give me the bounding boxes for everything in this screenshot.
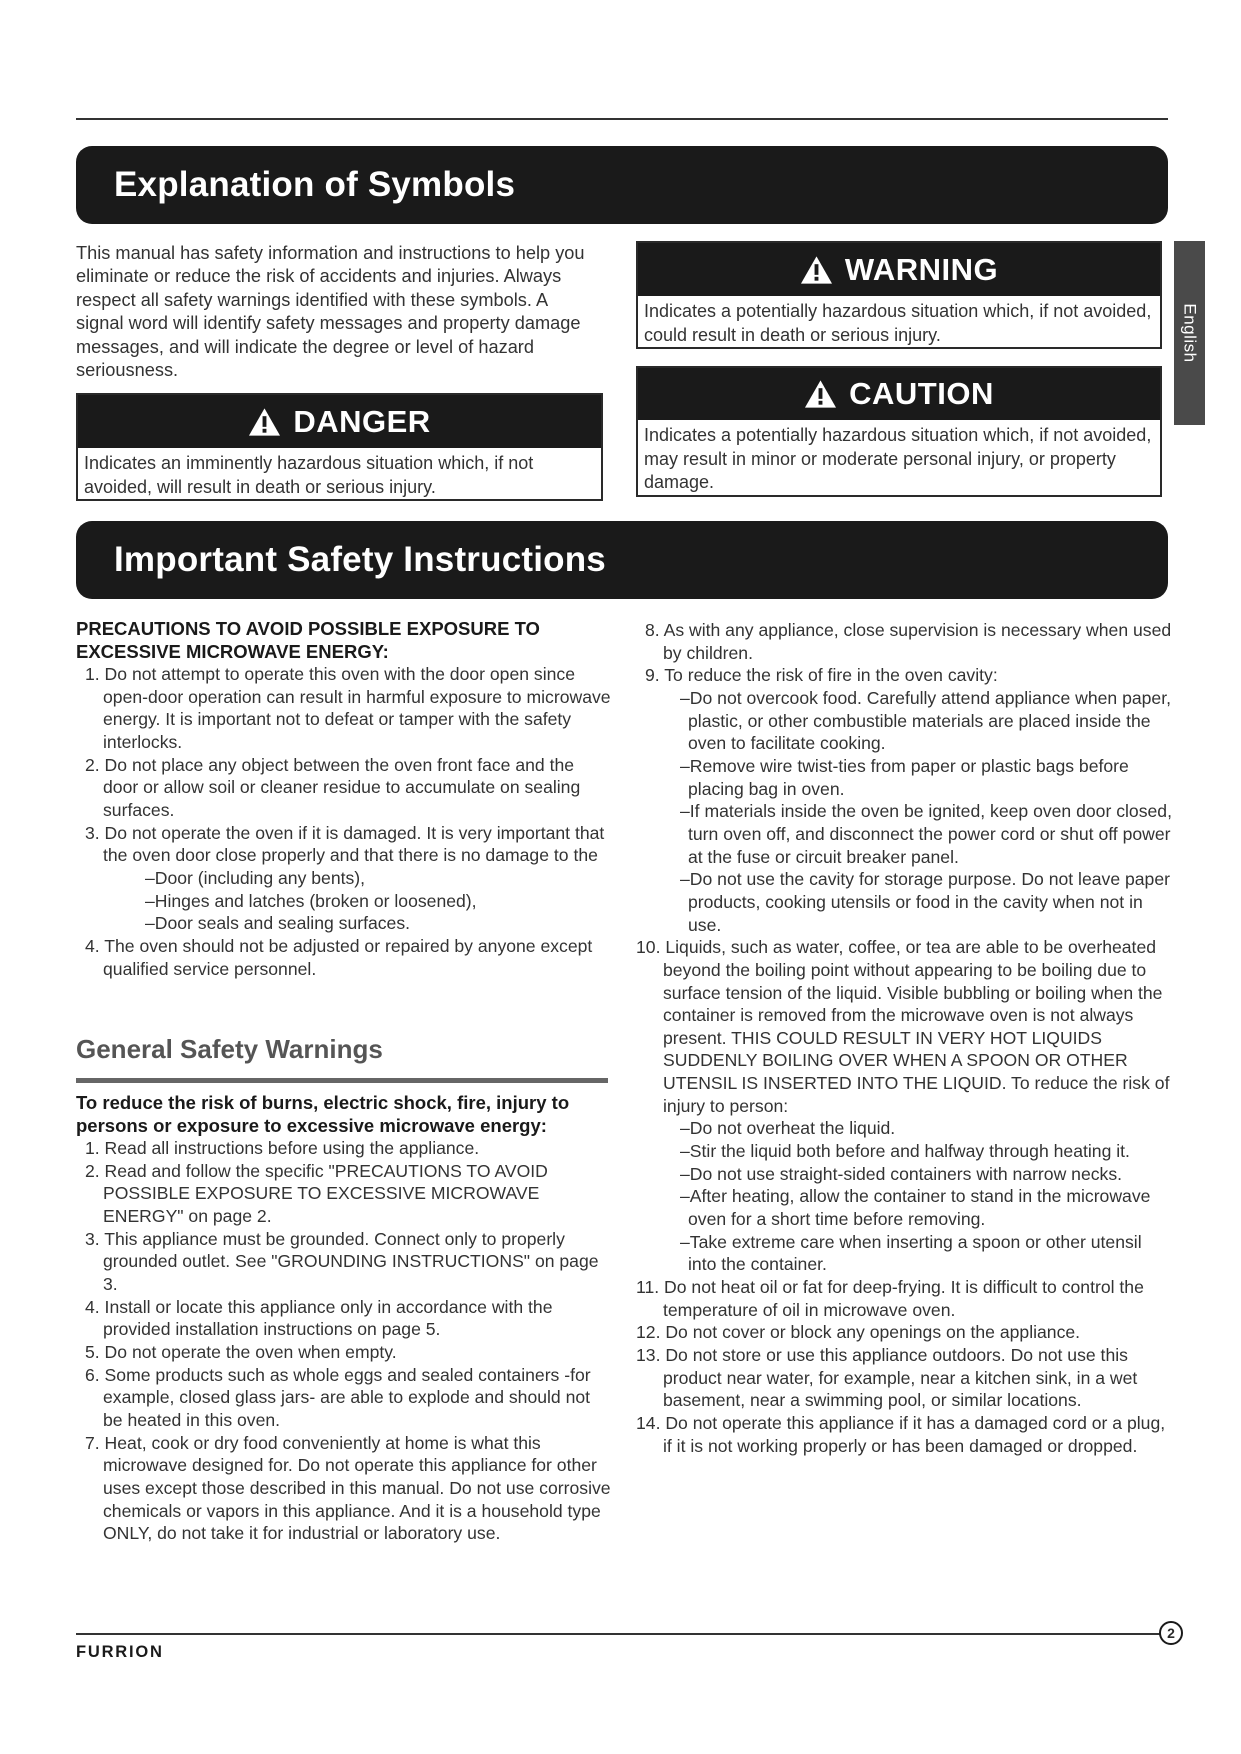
page-number: 2: [1159, 1621, 1183, 1645]
list-item: 14. Do not operate this appliance if it has a damaged cord or a plug, if it is not working properly or has been damaged or dropped.: [636, 1412, 1166, 1456]
list-item: 6. Some products such as whole eggs and sealed containers -for example, closed glass jars- are able to explode and should not be heated in this oven.: [85, 1364, 591, 1430]
sub-item: –Do not use the cavity for storage purpose. Do not leave paper products, cooking utensils or food in the cavity when not in use.: [680, 869, 1170, 935]
list-item: 8. As with any appliance, close supervision is necessary when used by children.: [645, 620, 1172, 663]
general-warnings-section: [76, 1091, 611, 1545]
footer-rule: [76, 1633, 1164, 1635]
sub-item: –Hinges and latches (broken or loosened),: [145, 890, 477, 911]
danger-label: DANGER: [293, 403, 431, 439]
list-item: 11. Do not heat oil or fat for deep-frying. It is difficult to control the temperature of oil in microwave oven.: [636, 1277, 1144, 1320]
symbols-heading-bar: [76, 146, 1168, 224]
language-tab-label: English: [1180, 303, 1200, 363]
danger-box: [76, 393, 603, 501]
symbols-heading: Explanation of Symbols: [114, 165, 516, 204]
sub-item: –Remove wire twist-ties from paper or plastic bags before placing bag in oven.: [680, 755, 1129, 799]
safety-heading: Important Safety Instructions: [114, 540, 606, 579]
warning-label: WARNING: [844, 251, 999, 287]
caution-text: Indicates a potentially hazardous situation which, if not avoided, may result in minor or moderate personal injury, or property damage.: [644, 425, 1152, 492]
warning-triangle-icon: [800, 255, 833, 285]
warning-triangle-icon: [248, 407, 281, 437]
language-tab: [1174, 241, 1205, 425]
list-item: 4. Install or locate this appliance only in accordance with the provided installation instructions on page 5.: [85, 1296, 553, 1340]
general-warnings-title: General Safety Warnings: [76, 1034, 608, 1083]
list-item: 1. Do not attempt to operate this oven with the door open since open-door operation can result in harmful exposure to microwave energy. It is important not to defeat or tamper with the safety interlocks.: [85, 664, 611, 752]
general-warnings-lead: To reduce the risk of burns, electric shock, fire, injury to persons or exposure to excessive microwave energy:: [76, 1092, 570, 1136]
intro-paragraph: This manual has safety information and instructions to help you eliminate or reduce the risk of accidents and injuries. Always respect all safety warnings identified with these symbols. A signal word will identify safety messages and property damage messages, and will indicate the degree or level of hazard seriousness.: [76, 243, 585, 381]
sub-item: –Do not overheat the liquid.: [680, 1118, 896, 1139]
list-item: 7. Heat, cook or dry food conveniently at home is what this microwave designed for. Do not operate this appliance for other uses except those described in this manual. Do not use corrosive chemicals or vapors in this appliance. And it is a household type ONLY, do not take it for industrial or laboratory use.: [85, 1432, 611, 1544]
list-item: 1. Read all instructions before using the appliance.: [85, 1138, 480, 1158]
sub-item: –Take extreme care when inserting a spoon or other utensil into the container.: [680, 1231, 1142, 1275]
list-item: 3. Do not operate the oven if it is damaged. It is very important that the oven door close properly and that there is no damage to the: [85, 822, 605, 866]
precautions-heading: PRECAUTIONS TO AVOID POSSIBLE EXPOSURE TO EXCESSIVE MICROWAVE ENERGY:: [76, 618, 540, 662]
caution-header: [638, 368, 1160, 420]
list-item: 10. Liquids, such as water, coffee, or tea are able to be overheated beyond the boiling point without appearing to be boiling due to surface tension of the liquid. Visible bubbling or boiling when the container is removed from the microwave oven is not always present. THIS COULD RESULT IN VERY HOT LIQUIDS SUDDENLY BOILING OVER WHEN A SPOON OR OTHER UTENSIL IS INSERTED INTO THE LIQUID. To reduce the risk of injury to person:: [636, 937, 1170, 1116]
warning-box: [636, 241, 1162, 349]
list-item: 13. Do not store or use this appliance outdoors. Do not use this product near water, for example, near a kitchen sink, in a wet basement, near a swimming pool, or similar locations.: [636, 1345, 1138, 1411]
sub-item: –Do not overcook food. Carefully attend appliance when paper, plastic, or other combustible materials are placed inside the oven to facilitate cooking.: [680, 687, 1171, 754]
sub-item: –Door (including any bents),: [145, 867, 366, 888]
list-item: 5. Do not operate the oven when empty.: [85, 1341, 397, 1362]
list-item: 9. To reduce the risk of fire in the oven cavity:: [645, 665, 998, 686]
list-item: 2. Read and follow the specific "PRECAUTIONS TO AVOID POSSIBLE EXPOSURE TO EXCESSIVE MICROWAVE ENERGY" on page 2.: [85, 1160, 548, 1226]
sub-item: –If materials inside the oven be ignited, keep oven door closed, turn oven off, and disconnect the power cord or shut off power at the fuse or circuit breaker panel.: [680, 801, 1172, 867]
caution-box: [636, 366, 1162, 497]
sub-item: –Do not use straight-sided containers with narrow necks.: [680, 1163, 1123, 1184]
list-item: 12. Do not cover or block any openings on the appliance.: [636, 1322, 1081, 1343]
list-item: 2. Do not place any object between the oven front face and the door or allow soil or cleaner residue to accumulate on sealing surfaces.: [85, 754, 581, 820]
warning-header: [638, 243, 1160, 296]
sub-item: –Stir the liquid both before and halfway through heating it.: [680, 1141, 1130, 1162]
caution-label: CAUTION: [849, 376, 994, 411]
right-column: [636, 619, 1173, 1457]
precautions-section: [76, 617, 611, 980]
warning-triangle-icon: [804, 379, 837, 409]
safety-heading-bar: [76, 521, 1168, 599]
warning-text: Indicates a potentially hazardous situation which, if not avoided, could result in death or serious injury.: [644, 301, 1152, 345]
list-item: 3. This appliance must be grounded. Connect only to properly grounded outlet. See "GROUNDING INSTRUCTIONS" on page 3.: [85, 1228, 599, 1294]
sub-item: –Door seals and sealing surfaces.: [145, 913, 411, 934]
danger-header: [78, 395, 601, 448]
brand-logo: FURRION: [76, 1643, 164, 1661]
list-item: 4. The oven should not be adjusted or repaired by anyone except qualified service personnel.: [85, 935, 593, 979]
danger-text: Indicates an imminently hazardous situation which, if not avoided, will result in death or serious injury.: [84, 453, 534, 497]
top-rule: [76, 118, 1168, 120]
sub-item: –After heating, allow the container to stand in the microwave oven for a short time before removing.: [680, 1186, 1151, 1230]
